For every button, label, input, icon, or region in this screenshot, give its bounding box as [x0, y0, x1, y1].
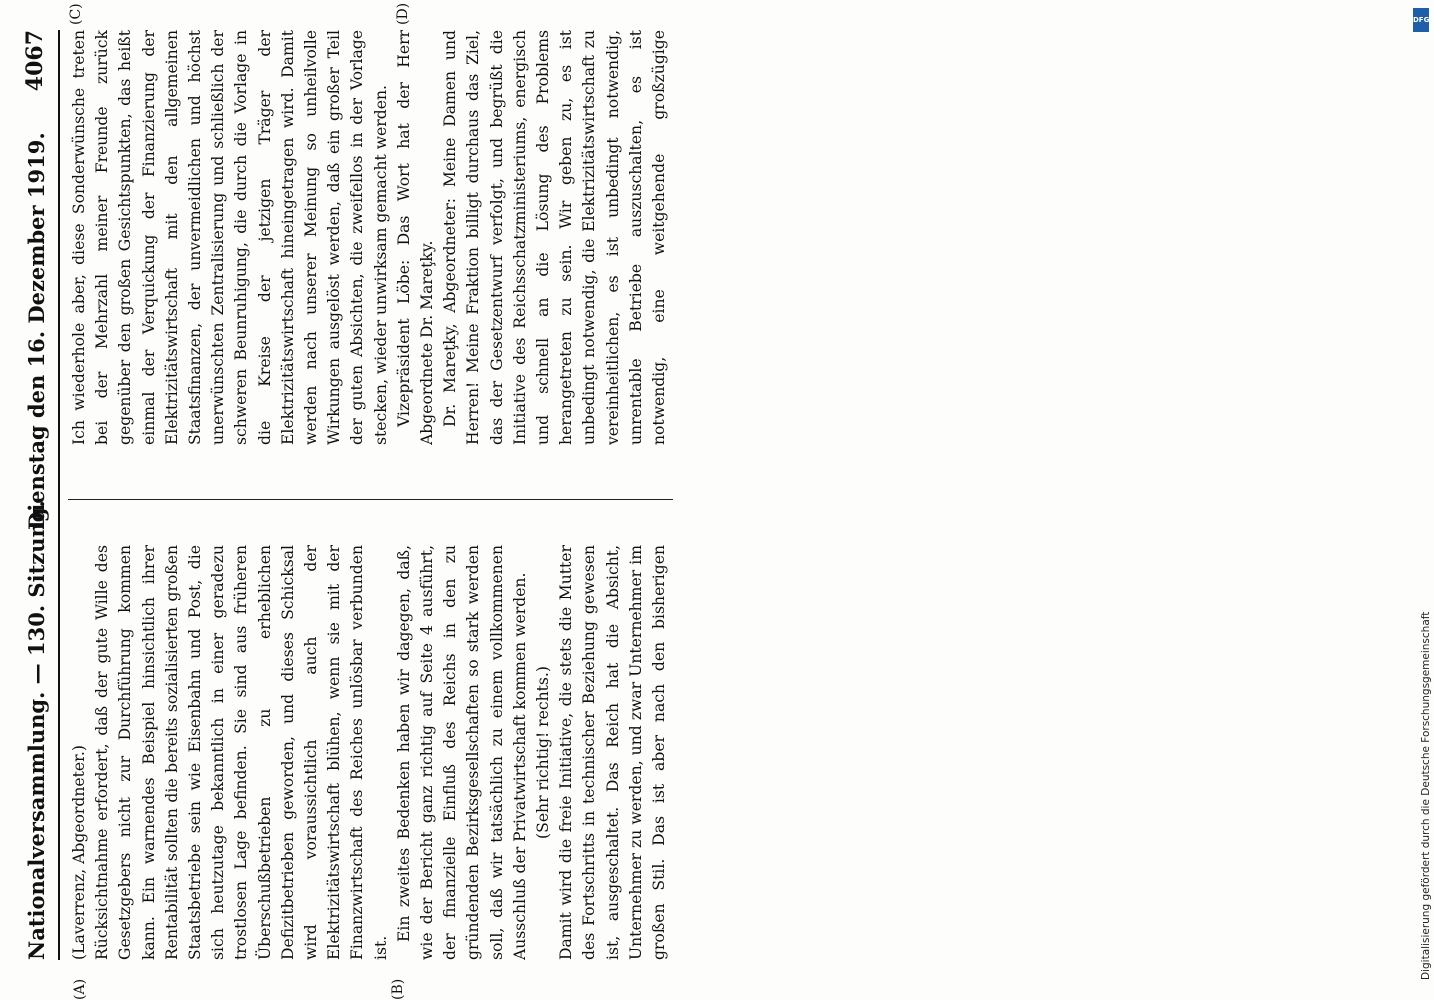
- paragraph: Ich wiederhole aber, diese Sonderwünsche treten bei der Mehrzahl meiner Freunde zurück gegenüber den großen Gesichtspunkten, das heißt einmal der Verquickung der Finanzierung der Elektrizitätswirtschaft mit den allgemeinen Staatsfinanzen, der unvermeidlichen und höchst unerwünschten Zentralisierung und schließlich der schweren Beunruhigung, die durch die Vorlage in die Kreise der jetzigen Träger der Elektrizitätswirtschaft hineingetragen wird. Damit werden nach unserer Meinung so unheilvolle Wirkungen ausgelöst werden, daß ein großer Teil der guten Absichten, die zweifellos in der Vorlage stecken, wieder unwirksam gemacht werden.: [70, 30, 390, 445]
- paragraph: Vizepräsident Löbe: Das Wort hat der Herr Abgeordnete Dr. Mareţky.: [394, 30, 437, 445]
- header-assembly-session: Nationalversammlung. — 130. Sitzung.: [24, 500, 49, 960]
- left-text-column: [68, 545, 673, 960]
- page-header: [10, 30, 60, 960]
- paragraph: Dr. Mareţky, Abgeordneter: Meine Damen und Herren! Meine Fraktion billigt durchaus das Ziel, das der Gesetzentwurf verfolgt, und begrüßt die Initiative des Reichsschatzministeriums, energisch und schnell an die Lösung des Problems herangetreten zu sein. Wir geben zu, es ist unbedingt notwendig, die Elektrizitätswirtschaft zu vereinheitlichen, es ist unbedingt notwendig, unrentable Betriebe auszuschalten, es ist notwendig, eine weitgehende großzügige: [441, 30, 669, 445]
- paragraph: Rücksichtnahme erfordert, daß der gute Wille des Gesetzgebers nicht zur Durchführung kommen kann. Ein warnendes Beispiel hinsichtlich ihrer Rentabilität sollten die bereits sozialisierten großen Staatsbetriebe sein wie Eisenbahn und Post, die sich heutzutage bekanntlich in einer geradezu trostlosen Lage befinden. Sie sind aus früheren Überschußbetrieben zu erheblichen Defizitbetrieben geworden, und dieses Schicksal wird voraussichtlich auch der Elektrizitätswirtschaft blühen, wenn sie mit der Finanzwirtschaft des Reiches unlösbar verbunden ist.: [93, 545, 390, 960]
- paragraph: Damit wird die freie Initiative, die stets die Mutter des Fortschritts in technischer Beziehung gewesen ist, ausgeschaltet. Das Reich hat die Absicht, Unternehmer zu werden, und zwar Unternehmer im großen Stil. Das ist aber nach den bisherigen: [557, 545, 669, 960]
- dfg-logo: DFG: [1413, 8, 1429, 32]
- interjection: (Sehr richtig! rechts.): [534, 666, 553, 839]
- column-divider: [68, 499, 673, 500]
- margin-marker-c: (C): [68, 3, 84, 25]
- digitization-watermark: Digitalisierung gefördert durch die Deutsche Forschungsgemeinschaft: [1420, 611, 1432, 980]
- page-number: 4067: [22, 30, 48, 92]
- margin-marker-a: (A): [72, 978, 88, 1000]
- speaker-tag: (Laverrenz, Abgeordneter.): [70, 745, 88, 960]
- right-text-column: [68, 30, 673, 445]
- header-date: Dienstag den 16. Dezember 1919.: [24, 132, 49, 530]
- margin-marker-d: (D): [395, 2, 411, 25]
- paragraph: Ein zweites Bedenken haben wir dagegen, daß, wie der Bericht ganz richtig auf Seite 4 ausführt, der finanzielle Einfluß des Reichs in den zu gründenden Bezirksgesellschaften so stark werden soll, daß wir tatsächlich zu einem vollkommenen Ausschluß der Privatwirtschaft kommen werden.: [394, 545, 529, 960]
- margin-marker-b: (B): [390, 978, 406, 1000]
